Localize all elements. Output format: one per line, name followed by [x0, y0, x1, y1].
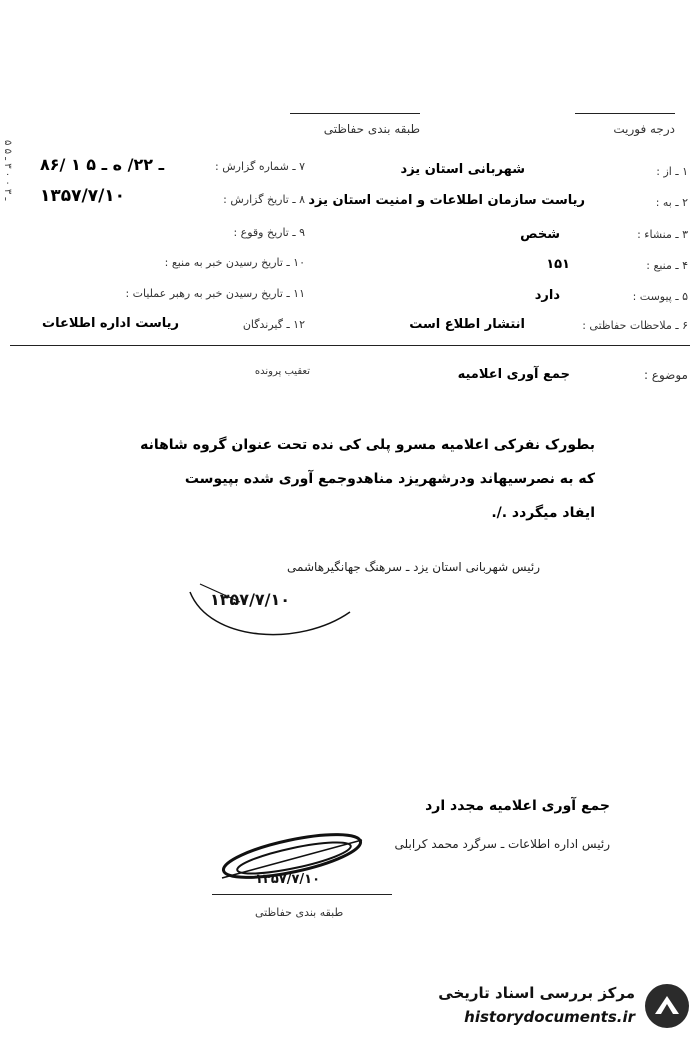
field-to-label: ۲ ـ به :	[655, 196, 688, 209]
header-top-rule-right	[575, 113, 675, 114]
subject-note: تعقیب پرونده	[254, 366, 310, 377]
body-line-3: ایفاد میگردد ./.	[491, 505, 595, 521]
field-recipients-value: ریاست اداره اطلاعات	[42, 316, 179, 331]
signature2-date: ۱۳۵۷/۷/۱۰	[255, 872, 321, 887]
field-from-label: ۱ ـ از :	[656, 165, 688, 178]
watermark-logo	[410, 978, 695, 1038]
side-mark: ۵ ـ ۳ ۰ ۰ ۳ ـ ۵	[2, 140, 13, 201]
signature1-text: رئیس شهربانی استان یزد ـ سرهنگ جهانگیرهاشمی	[287, 560, 540, 574]
signature2-note: جمع آوری اعلامیه مجدد ارد	[425, 798, 610, 814]
logo-name: مرکز بررسی اسناد تاریخی	[438, 984, 635, 1002]
footer-classification: طبقه بندی حفاظتی	[255, 906, 344, 919]
field-source-label: ۴ ـ منبع :	[646, 259, 688, 272]
footer-rule	[212, 894, 392, 895]
field-to-value: ریاست سازمان اطلاعات و امنیت استان یزد	[308, 193, 585, 208]
field-security-label: ۶ ـ ملاحظات حفاظتی :	[582, 319, 688, 332]
field-attachment-label: ۵ ـ پیوست :	[632, 290, 688, 303]
field-security-value: انتشار اطلاع است	[409, 317, 525, 332]
field-origin-label: ۳ ـ منشاء :	[637, 228, 688, 241]
header-top-rule	[290, 113, 420, 114]
field-origin-value: شخص	[520, 227, 560, 242]
field-report-date-value: ۱۳۵۷/۷/۱۰	[40, 186, 126, 206]
body-line-2: که به نصرسیهاند ودرشهریزد مناهدوجمع آوری شده بپیوست	[184, 471, 595, 487]
signature1-date: ۱۳۵۷/۷/۱۰	[210, 590, 291, 609]
priority-label: درجه فوریت	[613, 122, 675, 136]
field-recipients-label: ۱۲ ـ گیرندگان	[242, 318, 305, 331]
field-report-number-value: ۸۶/ ۱ ـ ۲۲/ ه ـ ۵	[40, 155, 165, 174]
field-report-date-label: ۸ ـ تاریخ گزارش :	[223, 193, 305, 206]
field-source-value: ۱۵۱	[546, 257, 570, 272]
field-from-value: شهربانی استان یزد	[400, 162, 525, 177]
signature1-mark	[180, 572, 370, 652]
field-occurrence-date-label: ۹ ـ تاریخ وقوع :	[233, 226, 305, 239]
field-report-number-label: ۷ ـ شماره گزارش :	[215, 160, 305, 173]
document-archive-icon	[643, 982, 691, 1030]
logo-url: historydocuments.ir	[464, 1008, 635, 1026]
classification-label: طبقه بندی حفاظتی	[323, 122, 420, 136]
section-divider	[10, 345, 690, 346]
field-attachment-value: دارد	[534, 288, 560, 303]
signature2-text: رئیس اداره اطلاعات ـ سرگرد محمد کرابلی	[394, 837, 610, 851]
body-line-1: بطورک نفرکی اعلامیه مسرو پلی کی نده تحت عنوان گروه شاهانه	[140, 437, 595, 453]
subject-value: جمع آوری اعلامیه	[457, 367, 570, 382]
field-news-to-source-label: ۱۰ ـ تاریخ رسیدن خبر به منبع :	[164, 256, 305, 269]
field-news-to-leader-label: ۱۱ ـ تاریخ رسیدن خبر به رهبر عملیات :	[125, 287, 305, 300]
subject-label: موضوع :	[643, 368, 688, 382]
